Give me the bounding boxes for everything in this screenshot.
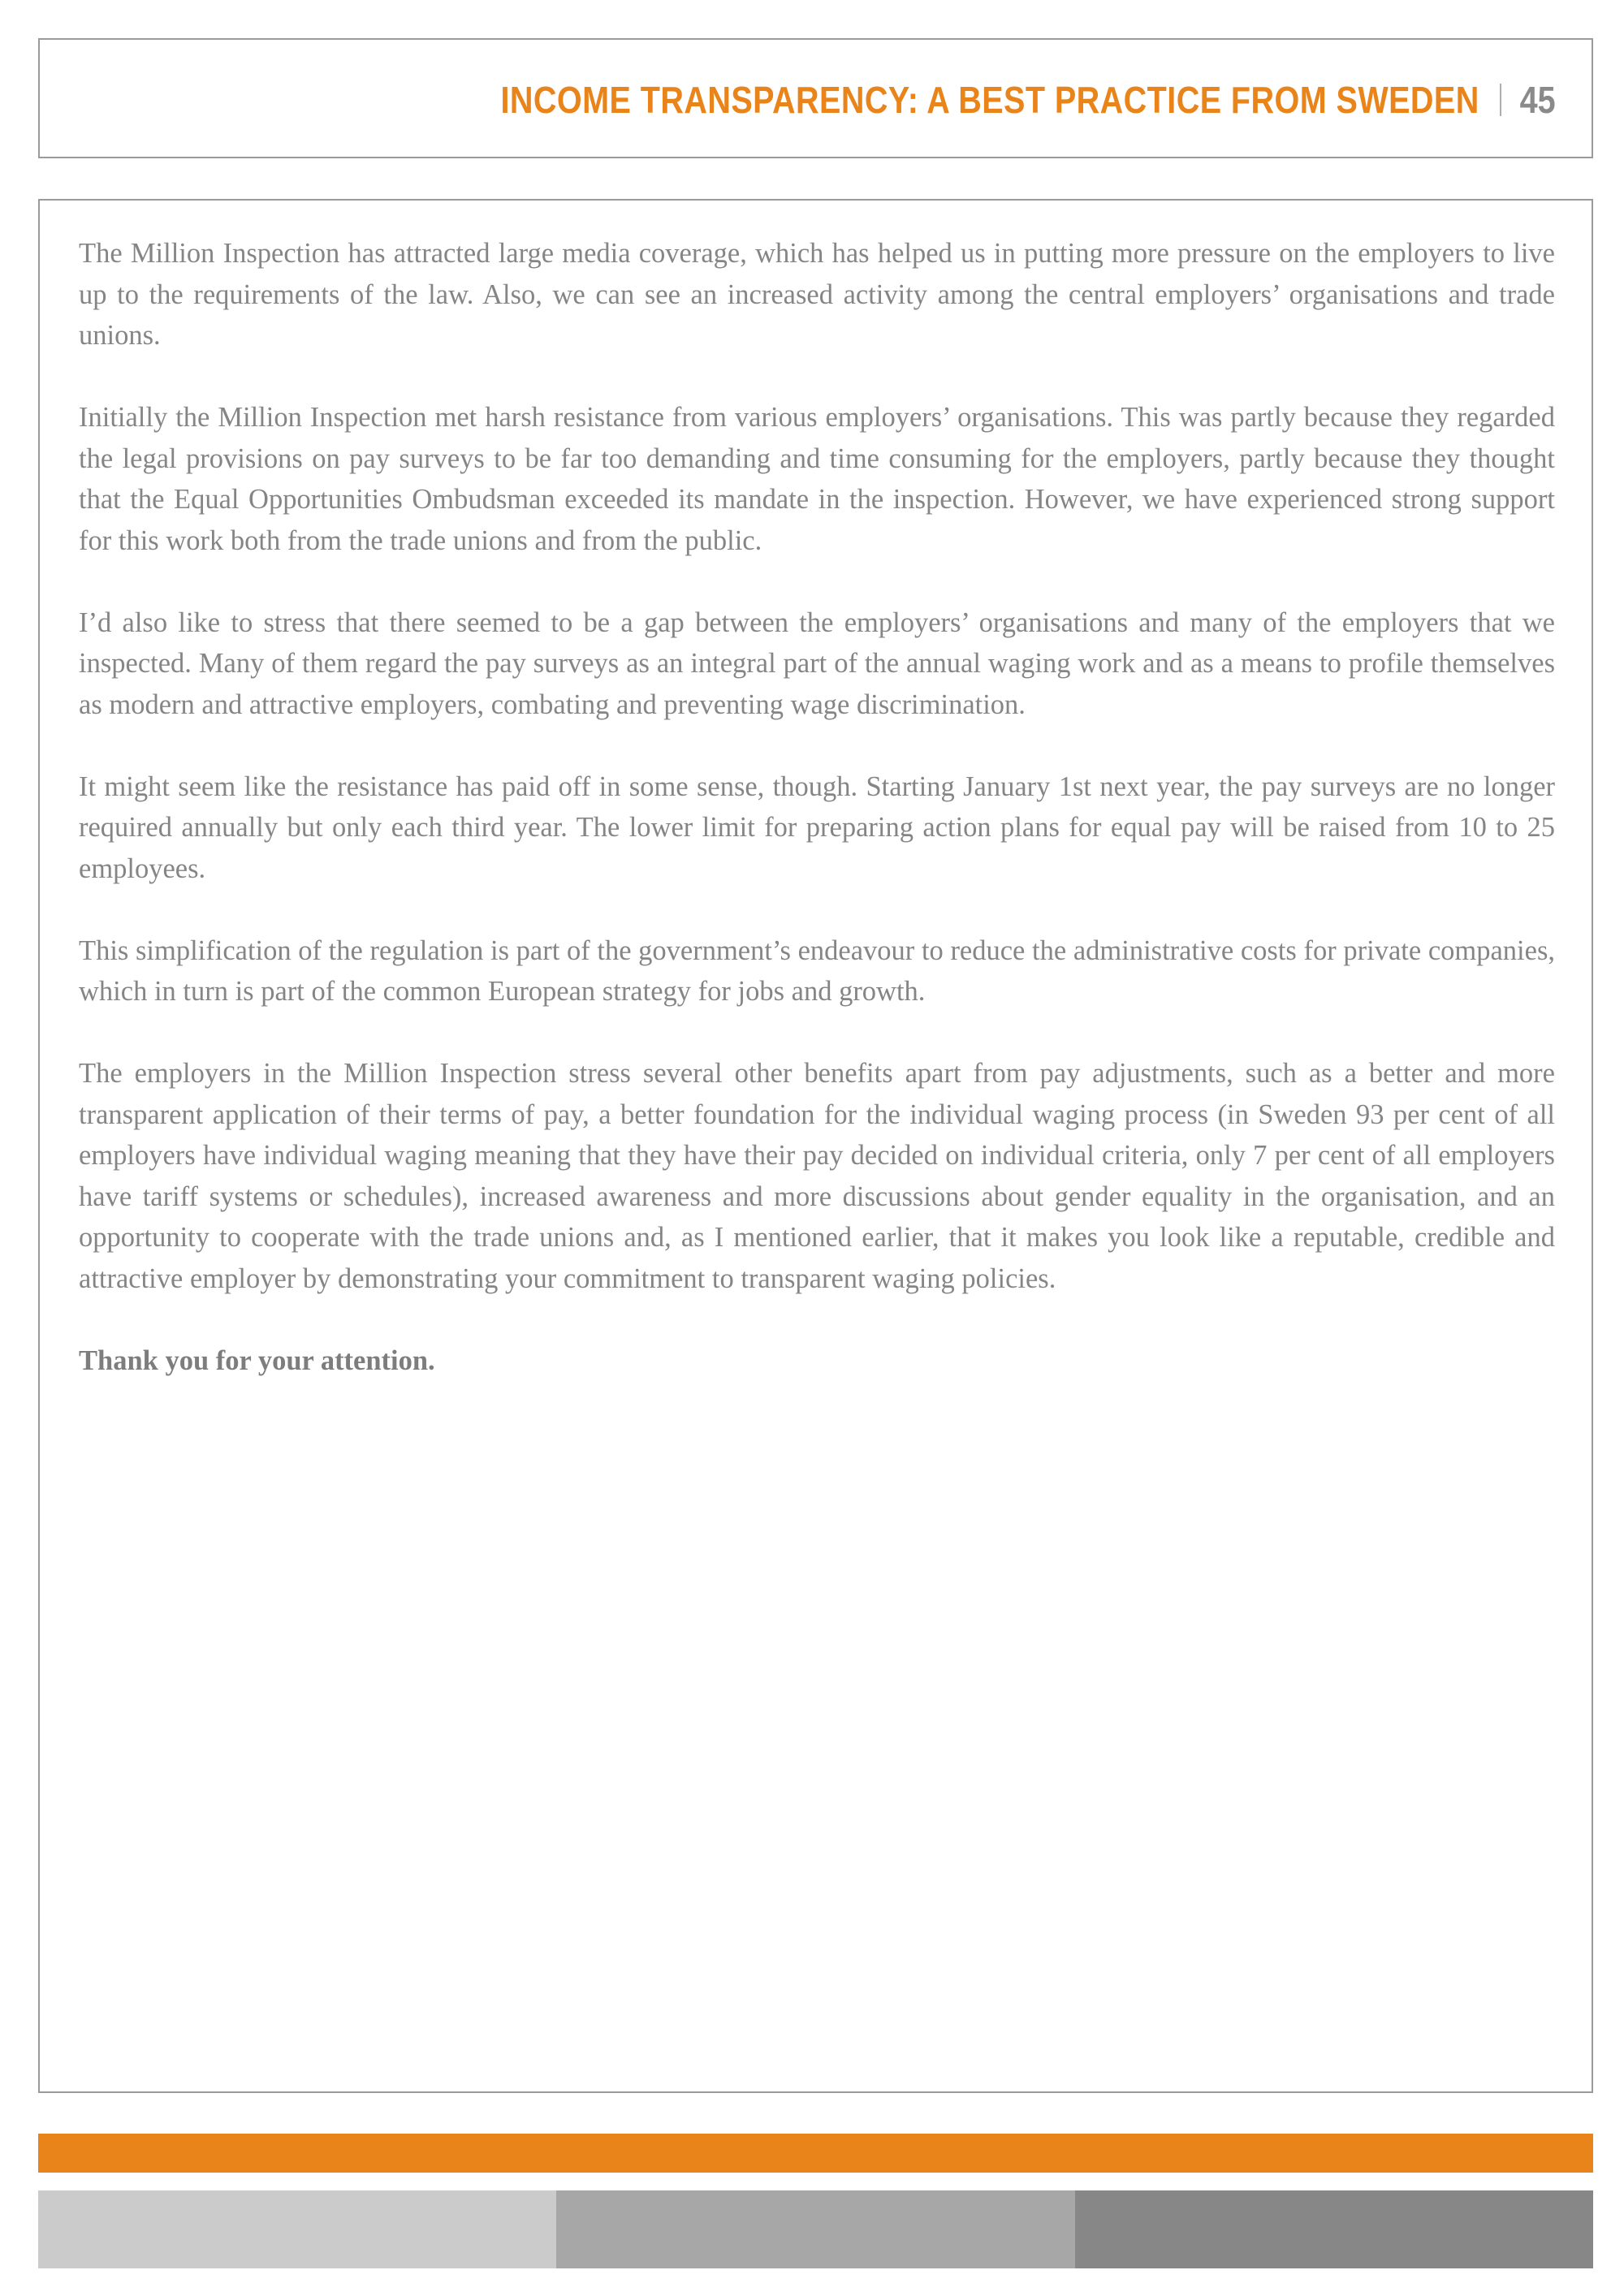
body-text [79, 233, 1555, 1422]
paragraph-1: The Million Inspection has attracted large media coverage, which has helped us in putting more pressure on the employers to live up to the requirements of the law. Also, we can see an increased activity among the central employers’ organisations and trade unions. [79, 238, 1555, 351]
page-header [38, 38, 1593, 158]
header-title-row [501, 79, 1556, 121]
paragraph-2: Initially the Million Inspection met harsh resistance from various employers’ organisations. This was partly because they regarded the legal provisions on pay surveys to be far too demanding and time consuming for the employers, partly because they thought that the Equal Opportunities Ombudsman exceeded its mandate in the inspection. However, we have experienced strong support for this work both from the trade unions and from the public. [79, 402, 1555, 556]
footer-grey-segment-medium [556, 2190, 1074, 2268]
content-frame [38, 199, 1593, 2093]
footer-grey-segment-dark [1075, 2190, 1593, 2268]
closing-remark: Thank you for your attention. [79, 1344, 435, 1376]
paragraph-4: It might seem like the resistance has paid off in some sense, though. Starting January 1st next year, the pay surveys are no longer required annually but only each third year. The lower limit for preparing action plans for equal pay will be raised from 10 to 25 employees. [79, 770, 1555, 884]
document-title: INCOME TRANSPARENCY: A BEST PRACTICE FROM SWEDEN [500, 79, 1480, 121]
page-number: 45 [1519, 79, 1556, 121]
footer-grey-bars [38, 2190, 1593, 2268]
header-divider [1501, 84, 1502, 116]
footer-grey-segment-light [38, 2190, 556, 2268]
footer-accent-bar [38, 2134, 1593, 2173]
paragraph-6: The employers in the Million Inspection stress several other benefits apart from pay adjustments, such as a better and more transparent application of their terms of pay, a better foundation for the individual waging process (in Sweden 93 per cent of all employers have individual waging meaning that they have their pay decided on individual criteria, only 7 per cent of all employers have tariff systems or schedules), increased awareness and more discussions about gender equality in the organisation, and an opportunity to cooperate with the trade unions and, as I mentioned earlier, that it makes you look like a reputable, credible and attractive employer by demonstrating your commitment to transparent waging policies. [79, 1058, 1555, 1294]
paragraph-3: I’d also like to stress that there seemed to be a gap between the employers’ organisations and many of the employers that we inspected. Many of them regard the pay surveys as an integral part of the annual waging work and as a means to profile themselves as modern and attractive employers, combating and preventing wage discrimination. [79, 606, 1555, 720]
paragraph-5: This simplification of the regulation is part of the government’s endeavour to reduce the administrative costs for private companies, which in turn is part of the common European strategy for jobs and growth. [79, 934, 1555, 1007]
